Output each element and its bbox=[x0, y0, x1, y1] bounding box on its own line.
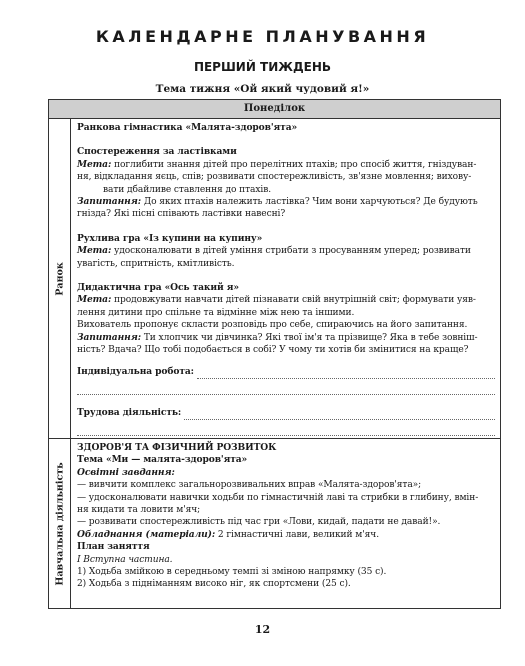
plan-step: 1) Ходьба змійкою в середньому темпі зі зміною напрямку (35 с). bbox=[77, 567, 387, 578]
task-item: — розвивати спостережливість під час гри «Лови, кидай, падати не давай!». bbox=[77, 517, 441, 528]
equipment-label: Обладнання (матеріали): bbox=[77, 528, 216, 540]
observation-questions: Запитання: До яких птахів належить ластівка? Чим вони харчуються? Де будують bbox=[77, 196, 478, 208]
plan-step: 2) Ходьба з підніманням високо ніг, як спортсмени (25 с). bbox=[77, 579, 351, 590]
education-side-label: Навчальна діяльність bbox=[54, 462, 65, 586]
labor-activity-label: Трудова діяльність: bbox=[77, 407, 182, 419]
part-heading: І Вступна частина. bbox=[77, 554, 173, 565]
gymnastics-heading: Ранкова гімнастика «Малята-здоров'ята» bbox=[77, 122, 298, 133]
mobile-game-goal: Мета: удосконалювати в дітей уміння стрибати з просуванням уперед; розвивати bbox=[77, 245, 471, 257]
questions-label: Запитання: bbox=[77, 196, 142, 208]
plan-table bbox=[48, 99, 501, 609]
morning-side-cell bbox=[49, 119, 71, 438]
education-content: ЗДОРОВ'Я ТА ФІЗИЧНИЙ РОЗВИТОК Тема «Ми — малята-здоров'ята» Освітні завдання: — вивчити комплекс загальнорозвивальних вправ «Малята-здоров'ята»; — удосконалювати навички ходьби по гімнастичній лаві та стрибки в глибину, вмін- ня кидати та ловити м'яч; — розвивати спостережливість під час гри «Лови, кидай, падати не давай!». Обладнання (матеріали): 2 гімнастичні лави, великий м'яч. План заняття І Вступна частина. 1) Ходьба змійкою в середньому темпі зі зміною напрямку (35 с). 2) Ходьба з підніманням високо ніг, як спортсмени (25 с). bbox=[71, 439, 500, 609]
tasks-label: Освітні завдання: bbox=[77, 466, 175, 478]
individual-work-line-2 bbox=[77, 381, 495, 395]
observation-goal: Мета: поглибити знання дітей про перелітних птахів; про спосіб життя, гніздуван- bbox=[77, 158, 477, 170]
didactic-questions: Запитання: Ти хлопчик чи дівчинка? Які твої ім'я та прізвище? Яка в тебе зовніш- bbox=[77, 331, 478, 343]
day-header: Понеділок bbox=[49, 100, 500, 119]
week-theme: Тема тижня «Ой який чудовий я!» bbox=[155, 83, 370, 95]
individual-work-field bbox=[77, 366, 495, 379]
individual-work-label: Індивідуальна робота: bbox=[77, 366, 194, 378]
mobile-game-heading: Рухлива гра «Із купини на купину» bbox=[77, 232, 263, 244]
task-item: — вивчити комплекс загальнорозвивальних вправ «Малята-здоров'ята»; bbox=[77, 480, 422, 491]
morning-section bbox=[49, 119, 500, 439]
equipment: Обладнання (матеріали): 2 гімнастичні лави, великий м'яч. bbox=[77, 528, 379, 540]
labor-activity-line-2 bbox=[77, 422, 495, 436]
didactic-game-goal: Мета: продовжувати навчати дітей пізнавати свій внутрішній світ; формувати уяв- bbox=[77, 294, 476, 306]
education-section bbox=[49, 439, 500, 609]
page-title: КАЛЕНДАРНЕ ПЛАНУВАННЯ bbox=[95, 27, 430, 46]
observation-heading: Спостереження за ластівками bbox=[77, 146, 237, 158]
education-topic: Тема «Ми — малята-здоров'ята» bbox=[77, 454, 248, 466]
page-number: 12 bbox=[254, 623, 271, 636]
didactic-teacher-line: Вихователь пропонує скласти розповідь про себе, спираючись на його запитання. bbox=[77, 320, 468, 331]
plan-heading: План заняття bbox=[77, 541, 150, 553]
morning-content: Ранкова гімнастика «Малята-здоров'ята» Спостереження за ластівками Мета: поглибити знання дітей про перелітних птахів; про спосіб життя, гніздуван- ня, відкладання яєць, спів; розвивати спостережливість, зв'язне мовлення; вихову- вати дбайливе ставлення до птахів. Запитання: До яких птахів належить ластівка? Чим вони харчуються? Де будують гнізда? Які пісні співають ластівки навесні? Рухлива гра «Із купини на купину» Мета: удосконалювати в дітей уміння стрибати з просуванням уперед; розвивати увагість, спритність, кмітливість. Дидактична гра «Ось такий я» Мета: продовжувати навчати дітей пізнавати свій внутрішній світ; формувати уяв- лення дитини про спільне та відмінне між нею та іншими. Вихователь пропонує скласти розповідь про себе, спираючись на його запитання. Запитання: Ти хлопчик чи дівчинка? Які твої ім'я та прізвище? Яка в тебе зовніш- ність? Вдача? Що тобі подобається в собі? У чому ти хотів би змінитися на краще? Індивідуальна робота: Трудова діяльність: bbox=[71, 119, 500, 438]
individual-work-line bbox=[197, 369, 495, 379]
week-subtitle: ПЕРШИЙ ТИЖДЕНЬ bbox=[193, 60, 332, 74]
morning-side-label: Ранок bbox=[54, 261, 65, 296]
education-side-cell bbox=[49, 439, 71, 609]
goal-label: Мета: bbox=[77, 158, 112, 170]
didactic-game-heading: Дидактична гра «Ось такий я» bbox=[77, 282, 239, 294]
task-item: — удосконалювати навички ходьби по гімнастичній лаві та стрибки в глибину, вмін- bbox=[77, 492, 479, 503]
education-area: ЗДОРОВ'Я ТА ФІЗИЧНИЙ РОЗВИТОК bbox=[77, 442, 277, 453]
labor-activity-line bbox=[184, 410, 495, 420]
labor-activity-field bbox=[77, 407, 495, 420]
